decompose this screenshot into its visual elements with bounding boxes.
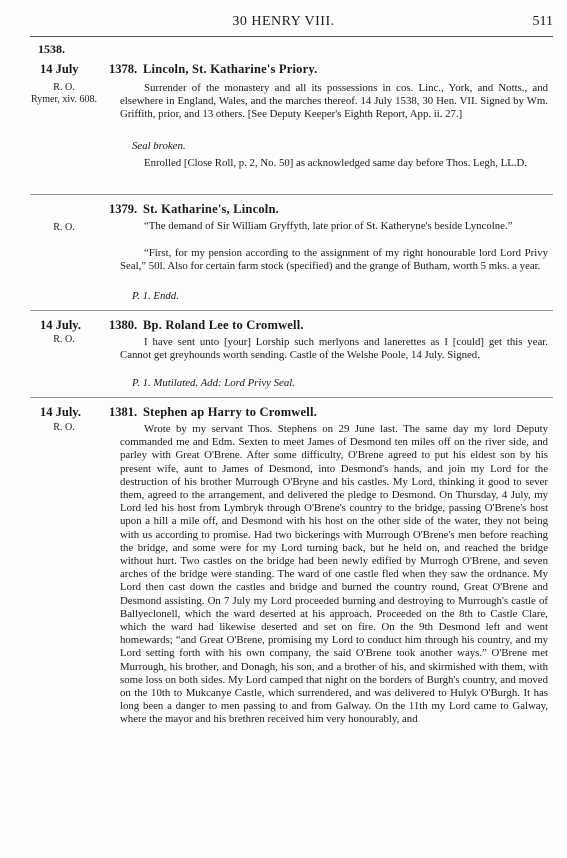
entry-title: Bp. Roland Lee to Cromwell.: [143, 318, 304, 332]
entry-number: 1381.: [109, 405, 138, 419]
entry-body: Wrote by my servant Thos. Stephens on 29 June last. The same day my lord Deputy commanded me and Edm. Sexten to meet James of Desmond ten miles off on the river side, and parley with Great O'Brene. After some difficulty, O'Brene agreed to put his eldest son by his present wife, aunt to James of Desmond, into Desmond's hands, and join my Lord for the destruction of his brother Murrough O'Bryne and his castles. My Lord, thinking it good to sever them, agreed to the arrangement, and delivered the pledge to Desmond. On Thursday, 4 July, my Lord led his host from Lymbryk through O'Brene's country to the bridge, passing O'Brene's host upon a hill a mile off, and Desmond with his host on the other side of the water, they not being with us according to promise. Had two bickerings with Murrough O'Brene's men before reaching the bridge, and some were for my Lord turning back, but he held on, and reached the bridge without hurt. Two castles on the bridge had been newly edified by Murrogh O'Brene, and seven arches of the bridge were standing. The ward of one castle fled when they saw the ordnance. My Lord then cast down the castles and bridge and burned the country round, Great O'Brene and Desmond assisting. On 7 July my Lord proceeded burning and destroying to Murrough's castle of Ballyeclonell, which the ward deserted at his approach. Proceeded on the 8th to Castle Clare, which the ward had likewise deserted and set on fire. On the 9th Desmond left and went homewards; “and Great O'Brene, promising my Lord to conduct him through his country, and my Lord setting forth with his own company, the said O'Brene took another ways.” O'Brene met Murrough, his brother, and Donagh, his son, and a brother of his, and skirmished with them, with some loss on both sides. My Lord camped that night on the borders of Burgh's country, and moved on the 10th to Mukcanye Castle, which surrendered, and was delivered to Hulyk O'Burgh. It has long been a danger to men passing to and from Galway. On the 11th my Lord came to Galway, where the mayor and his brethren received him very honourably, and: [120, 423, 548, 726]
entry-source: R. O.: [53, 334, 75, 345]
entry-separator: [30, 397, 553, 398]
entry-note: P. 1. Endd.: [132, 290, 179, 302]
entry-body-continued: “First, for my pension according to the assignment of my right honourable lord Lord Privy Seal,” 50l. Also for certain farm stock (specified) and the grange of Butham, worth 5 mks. a year.: [120, 247, 548, 273]
page-number: 511: [532, 14, 553, 29]
entry-source-extra: Rymer, xiv. 608.: [30, 94, 98, 105]
entry-separator: [30, 310, 553, 311]
entry-date: 14 July.: [40, 318, 81, 332]
entry-number: 1378.: [109, 62, 138, 76]
entry-separator: [30, 194, 553, 195]
entry-title: Lincoln, St. Katharine's Priory.: [143, 62, 318, 76]
year-label: 1538.: [38, 42, 65, 56]
entry-source: R. O.: [53, 82, 75, 93]
header-rule: [30, 36, 553, 37]
entry-title: Stephen ap Harry to Cromwell.: [143, 405, 317, 419]
entry-date: 14 July.: [40, 405, 81, 419]
page-header: [0, 14, 567, 34]
entry-title: St. Katharine's, Lincoln.: [143, 202, 279, 216]
entry-note: P. 1. Mutilated. Add: Lord Privy Seal.: [132, 377, 295, 389]
entry-body: Surrender of the monastery and all its possessions in cos. Linc., York, and Notts., and elsewhere in England, Wales, and the marches thereof. 14 July 1538, 30 Hen. VII. Signed by Wm. Griffith, prior, and 13 others. [See Deputy Keeper's Eighth Report, App. ii. 27.]: [120, 82, 548, 121]
entry-number: 1380.: [109, 318, 138, 332]
entry-source: R. O.: [53, 422, 75, 433]
entry-note: Seal broken.: [132, 140, 186, 152]
entry-date: 14 July: [40, 62, 79, 76]
running-title: 30 HENRY VIII.: [232, 14, 335, 29]
entry-body: I have sent unto [your] Lorship such merlyons and lanerettes as I [could] get this year. Cannot get greyhounds worth sending. Castle of the Welshe Poole, 14 July. Signed.: [120, 336, 548, 362]
entry-number: 1379.: [109, 202, 138, 216]
entry-body: “The demand of Sir William Gryffyth, late prior of St. Katheryne's beside Lyncolne.”: [144, 220, 513, 232]
entry-source: R. O.: [53, 222, 75, 233]
entry-enrolment: Enrolled [Close Roll, p. 2, No. 50] as acknowledged same day before Thos. Legh, LL.D.: [144, 157, 527, 169]
